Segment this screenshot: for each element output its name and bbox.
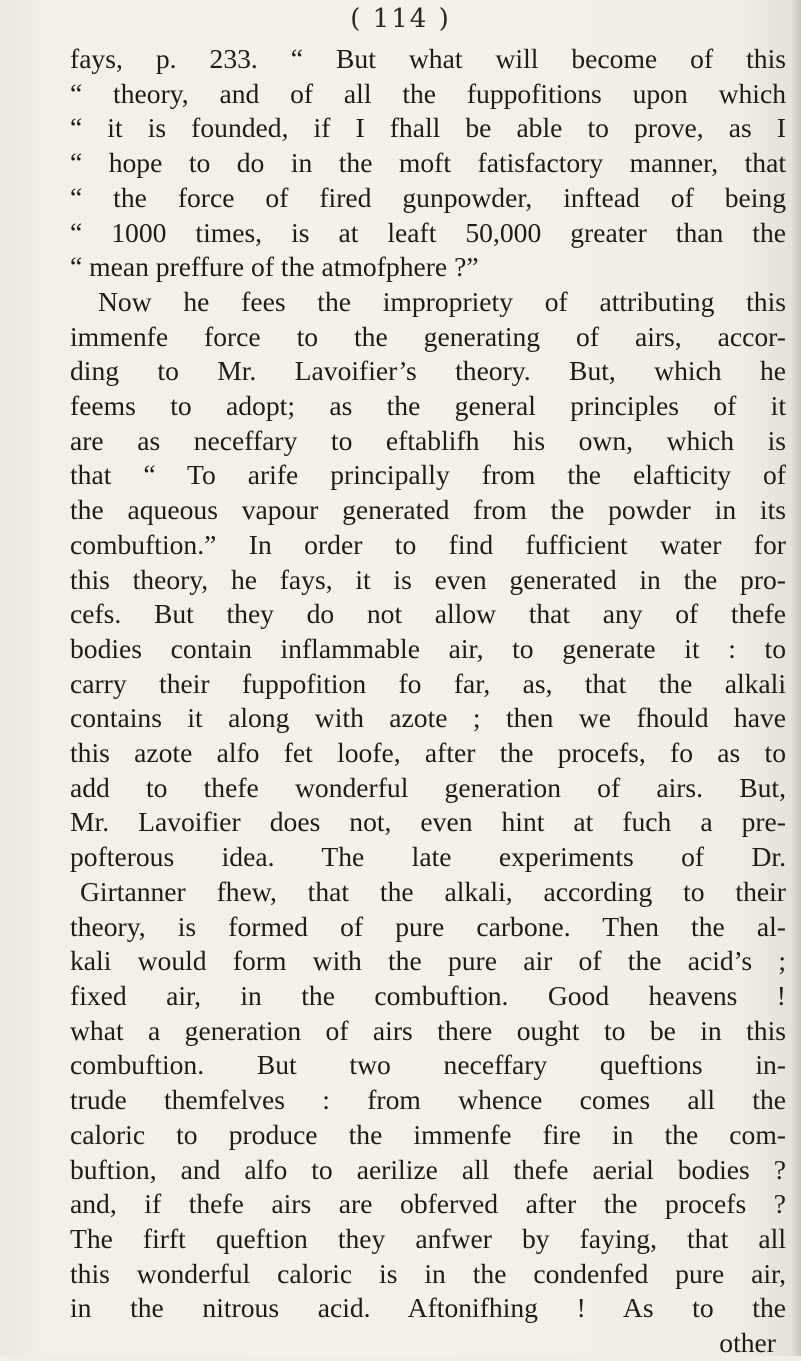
text-line: “ mean preffure of the atmofphere ?” — [70, 251, 479, 283]
text-line: “ the force of fired gunpowder, inftead of being — [70, 181, 786, 213]
text-line: The firft queftion they anfwer by faying, that all — [70, 1222, 786, 1254]
text-line: what a generation of airs there ought to be in this — [70, 1014, 786, 1046]
text-line: fays, p. 233. “ But what will become of this — [70, 43, 786, 74]
text-line: fixed air, in the combuftion. Good heavens ! — [70, 979, 786, 1011]
text-line: bodies contain inflammable air, to generate it : to — [70, 632, 786, 664]
text-line: immenfe force to the generating of airs, accor- — [70, 320, 786, 352]
text-line: in the nitrous acid. Aftonifhing ! As to the — [70, 1292, 786, 1324]
text-line: cefs. But they do not allow that any of thefe — [70, 598, 786, 630]
text-line: this azote alfo fet loofe, after the procefs, fo as to — [70, 737, 786, 769]
text-line: carry their fuppofition fo far, as, that the alkali — [70, 667, 786, 699]
text-line: buftion, and alfo to aerilize all thefe aerial bodies ? — [70, 1153, 786, 1185]
page-number-header: ( 114 ) — [350, 4, 451, 34]
text-line: “ hope to do in the moft fatisfactory manner, that — [70, 147, 786, 179]
text-line: pofterous idea. The late experiments of Dr. — [70, 841, 786, 873]
text-line: Girtanner fhew, that the alkali, according to their — [80, 875, 786, 907]
text-line: kali would form with the pure air of the acid’s ; — [70, 945, 786, 977]
text-line: are as neceffary to eftablifh his own, which is — [70, 424, 786, 456]
text-line: Mr. Lavoifier does not, even hint at fuch a pre- — [70, 806, 786, 838]
text-line: combuftion. But two neceffary queftions in- — [70, 1049, 786, 1081]
text-line: add to thefe wonderful generation of airs. But, — [70, 771, 786, 803]
text-line: trude themfelves : from whence comes all the — [70, 1084, 786, 1116]
text-line: the aqueous vapour generated from the powder in its — [70, 494, 786, 526]
text-line: that “ To arife principally from the elafticity of — [70, 459, 786, 491]
text-line: contains it along with azote ; then we fhould have — [70, 702, 786, 734]
text-line: feems to adopt; as the general principles of it — [70, 390, 786, 422]
text-line: and, if thefe airs are obferved after the procefs ? — [70, 1188, 786, 1220]
text-line: “ theory, and of all the fuppofitions upon which — [70, 77, 786, 109]
text-line: theory, is formed of pure carbone. Then the al- — [70, 910, 786, 942]
text-line: Now he fees the impropriety of attributing this — [98, 285, 786, 317]
page-edge-shadow — [791, 0, 801, 1356]
catchword: other — [719, 1327, 776, 1359]
body-text — [70, 42, 786, 1361]
text-line: this theory, he fays, it is even generated in the pro- — [70, 563, 786, 595]
text-line: ding to Mr. Lavoifier’s theory. But, which he — [70, 355, 786, 387]
text-line: this wonderful caloric is in the condenfed pure air, — [70, 1257, 786, 1289]
text-line: caloric to produce the immenfe fire in the com- — [70, 1118, 786, 1150]
text-line: “ it is founded, if I fhall be able to prove, as I — [70, 112, 786, 144]
text-line: combuftion.” In order to find fufficient water for — [70, 528, 786, 560]
text-line: “ 1000 times, is at leaft 50,000 greater than the — [70, 216, 786, 248]
